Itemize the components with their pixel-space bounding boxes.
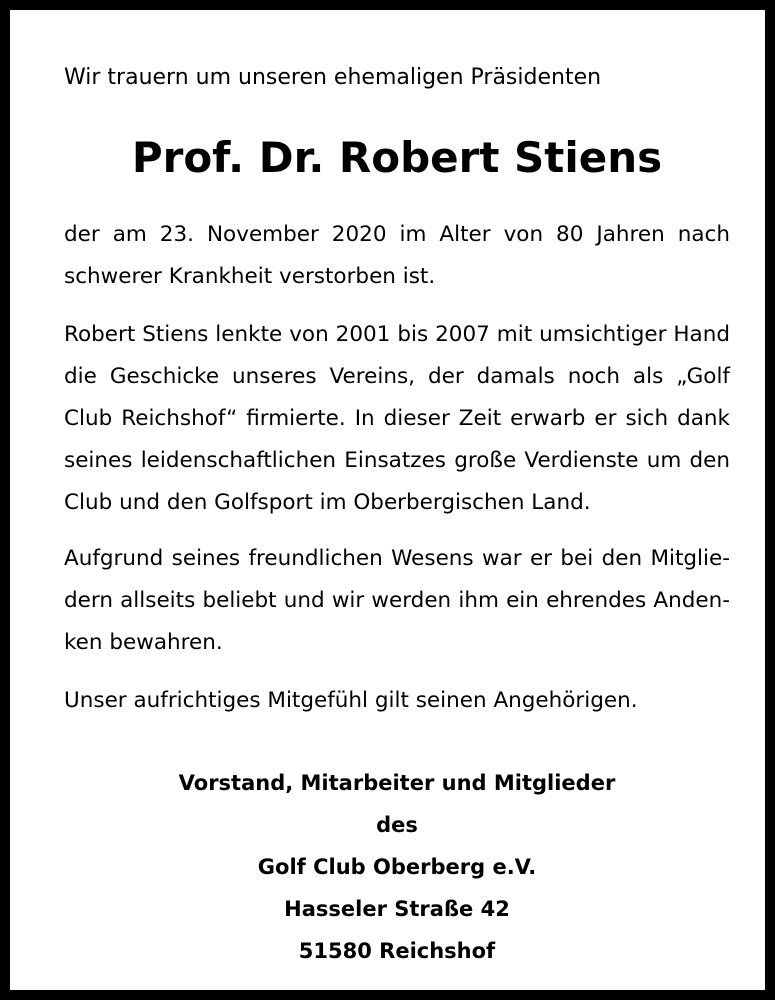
name-heading-wrap bbox=[64, 128, 730, 188]
signature-line-street: Hasseler Straße 42 bbox=[284, 897, 510, 921]
signature-line-board: Vorstand, Mitarbeiter und Mitglieder bbox=[178, 771, 616, 795]
signature-block bbox=[64, 762, 730, 972]
obituary-content bbox=[64, 62, 730, 963]
intro-text: Wir trauern um unseren ehemaligen Präsidenten bbox=[64, 65, 602, 90]
deceased-name: Prof. Dr. Robert Stiens bbox=[131, 133, 663, 182]
signature-line-des: des bbox=[376, 813, 418, 837]
paragraph-presidency: Robert Stiens lenkte von 2001 bis 2007 mit umsichtiger Hand die Geschicke unseres Vereins, der damals noch als „Golf Club Reichshof“ firmierte. In dieser Zeit erwarb er sich dank seines leidenschaftlichen Einsatzes große Verdienste um den Club und den Golfsport im Oberbergischen Land. bbox=[64, 322, 730, 515]
paragraph-condolences: Unser aufrichtiges Mitgefühl gilt seinen Angehörigen. bbox=[64, 688, 638, 713]
signature-line-city: 51580 Reichshof bbox=[298, 939, 496, 963]
paragraph-character: Aufgrund seines freundlichen Wesens war er bei den Mitgliedern allseits beliebt und wir werden ihm ein ehrendes Andenken bewahren. bbox=[64, 546, 730, 655]
paragraph-death-notice: der am 23. November 2020 im Alter von 80 Jahren nach schwerer Krankheit verstorben ist. bbox=[64, 222, 730, 289]
signature-line-club: Golf Club Oberberg e.V. bbox=[257, 855, 537, 879]
